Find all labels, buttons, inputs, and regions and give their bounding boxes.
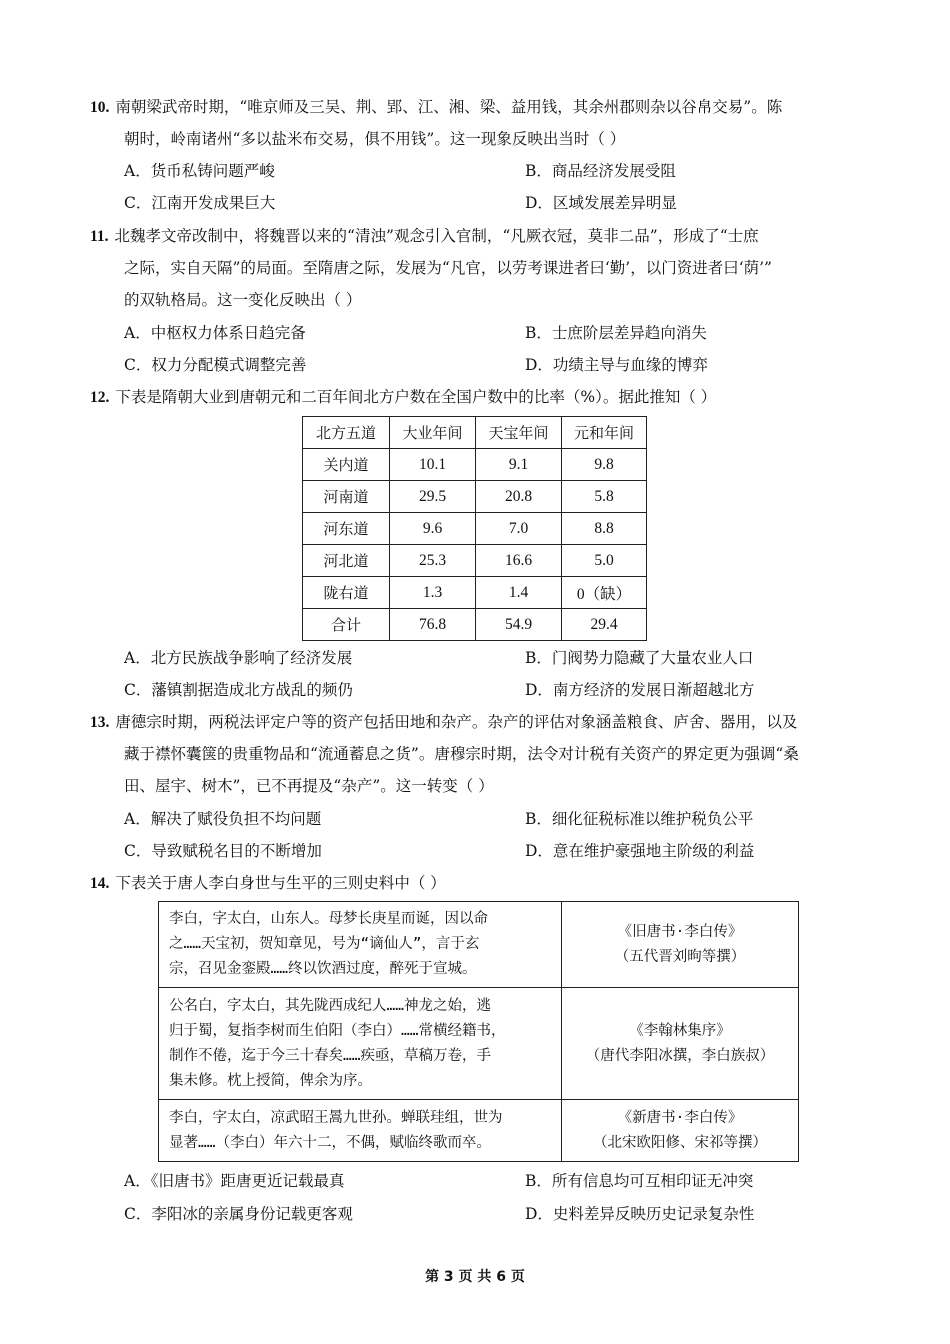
q13-option-c[interactable]: C．导致赋税名目的不断增加 (124, 842, 322, 860)
table-cell: 76.8 (390, 609, 476, 641)
q14-option-c[interactable]: C．李阳冰的亲属身份记载更客观 (124, 1205, 353, 1223)
q11-option-c[interactable]: C．权力分配模式调整完善 (124, 356, 307, 374)
q12-household-table (302, 416, 647, 641)
q12-option-b[interactable]: B．门阀势力隐藏了大量农业人口 (525, 649, 754, 667)
table-row (303, 481, 647, 513)
source-text-cell (159, 902, 562, 988)
text-line: 李白，字太白，凉武昭王暠九世孙。蝉联珪组，世为 (169, 1109, 503, 1126)
source-author: （五代晋刘昫等撰） (614, 948, 746, 965)
table-cell: 合计 (303, 609, 390, 641)
source-text-cell (159, 988, 562, 1100)
q13-stem-line1: 13. 唐德宗时期，两税法评定户等的资产包括田地和杂产。杂产的评估对象涵盖粮食、庐舍、器用，以及 (90, 713, 798, 731)
text-line: 公名白，字太白，其先陇西成纪人……神龙之始，逃 (169, 997, 491, 1014)
table-row (159, 902, 799, 988)
q13-option-d[interactable]: D．意在维护豪强地主阶级的利益 (525, 842, 755, 860)
table-header-row (303, 417, 647, 449)
q10-option-c[interactable]: C．江南开发成果巨大 (124, 194, 276, 212)
text-line: 之……天宝初，贺知章见，号为“谪仙人”，言于玄 (169, 936, 480, 952)
q12-stem-line1: 12. 下表是隋朝大业到唐朝元和二百年间北方户数在全国户数中的比率（%）。据此推知（ ） (90, 388, 717, 406)
q12-option-a[interactable]: A．北方民族战争影响了经济发展 (124, 649, 353, 667)
table-cell: 1.3 (390, 577, 476, 609)
table-row (303, 545, 647, 577)
source-citation-cell (562, 988, 799, 1100)
table-cell: 29.4 (562, 609, 647, 641)
source-title: 《新唐书·李白传》 (617, 1109, 743, 1126)
table-cell: 8.8 (562, 513, 647, 545)
table-cell: 河东道 (303, 513, 390, 545)
q10-option-b[interactable]: B．商品经济发展受阻 (525, 162, 676, 180)
table-header-cell: 北方五道 (303, 417, 390, 449)
q11-stem-line3: 的双轨格局。这一变化反映出（ ） (124, 291, 362, 309)
q11-number: 11. (90, 228, 109, 245)
q14-option-a[interactable]: A．《旧唐书》距唐更近记载最真 (124, 1172, 345, 1190)
table-cell: 5.8 (562, 481, 647, 513)
table-cell: 7.0 (476, 513, 562, 545)
text-line: 显著……（李白）年六十二，不偶，赋临终歌而卒。 (169, 1134, 491, 1151)
q12-option-d[interactable]: D．南方经济的发展日渐超越北方 (525, 681, 755, 699)
table-cell: 河南道 (303, 481, 390, 513)
q12-option-c[interactable]: C．藩镇割据造成北方战乱的频仍 (124, 681, 353, 699)
table-cell: 9.1 (476, 449, 562, 481)
table-row (303, 577, 647, 609)
q13-stem-line3: 田、屋宇、树木”，已不再提及“杂产”。这一转变（ ） (124, 777, 494, 795)
source-citation-cell (562, 902, 799, 988)
q11-option-d[interactable]: D．功绩主导与血缘的博弈 (525, 356, 708, 374)
q13-stem-line2: 藏于襟怀囊箧的贵重物品和“流通蓄息之货”。唐穆宗时期，法令对计税有关资产的界定更为强调“桑 (124, 745, 799, 763)
source-citation-cell (562, 1100, 799, 1162)
source-author: （北宋欧阳修、宋祁等撰） (593, 1134, 767, 1151)
q14-number: 14. (90, 875, 110, 892)
q11-stem-line1: 11. 北魏孝文帝改制中，将魏晋以来的“清浊”观念引入官制，“凡厥衣冠，莫非二品”，形成了“士庶 (90, 227, 759, 245)
source-text-cell (159, 1100, 562, 1162)
table-cell: 10.1 (390, 449, 476, 481)
source-title: 《李翰林集序》 (629, 1022, 731, 1039)
text-line: 集未修。枕上授简，俾余为序。 (169, 1072, 372, 1089)
table-cell: 25.3 (390, 545, 476, 577)
table-row (303, 449, 647, 481)
q13-option-a[interactable]: A．解决了赋役负担不均问题 (124, 810, 322, 828)
page-footer: 第 3 页 共 6 页 (425, 1269, 525, 1285)
source-title: 《旧唐书·李白传》 (617, 923, 743, 940)
q10-option-a[interactable]: A．货币私铸问题严峻 (124, 162, 275, 180)
q14-option-b[interactable]: B．所有信息均可互相印证无冲突 (525, 1172, 754, 1190)
q10-stem-line1: 10. 南朝梁武帝时期，“唯京师及三吴、荆、郢、江、湘、梁、益用钱，其余州郡则杂以谷帛交易”。陈 (90, 98, 783, 116)
text-line: 宗，召见金銮殿……终以饮酒过度，醉死于宣城。 (169, 961, 477, 977)
q10-number: 10. (90, 99, 110, 116)
table-cell: 1.4 (476, 577, 562, 609)
q11-option-b[interactable]: B．士庶阶层差异趋向消失 (525, 324, 707, 342)
text-line: 李白，字太白，山东人。母梦长庚星而诞，因以命 (169, 911, 488, 927)
table-cell: 9.6 (390, 513, 476, 545)
table-cell: 陇右道 (303, 577, 390, 609)
q12-number: 12. (90, 389, 110, 406)
q11-option-a[interactable]: A．中枢权力体系日趋完备 (124, 324, 306, 342)
q14-source-table (158, 901, 799, 1162)
q13-number: 13. (90, 714, 110, 731)
table-row (159, 1100, 799, 1162)
table-cell: 9.8 (562, 449, 647, 481)
q13-option-b[interactable]: B．细化征税标准以维护税负公平 (525, 810, 754, 828)
table-cell: 关内道 (303, 449, 390, 481)
table-header-cell: 天宝年间 (476, 417, 562, 449)
table-cell: 5.0 (562, 545, 647, 577)
source-author: （唐代李阳冰撰，李白族叔） (585, 1047, 775, 1064)
q11-stem-line2: 之际，实自天隔”的局面。至隋唐之际，发展为“凡官，以劳考课进者曰‘勤’，以门资进者曰‘荫’” (124, 259, 772, 277)
table-cell: 0（缺） (562, 577, 647, 609)
table-row (159, 988, 799, 1100)
table-cell: 河北道 (303, 545, 390, 577)
table-row (303, 513, 647, 545)
q10-stem-line2: 朝时，岭南诸州“多以盐米布交易，俱不用钱”。这一现象反映出当时（ ） (124, 130, 626, 148)
q14-stem-line1: 14. 下表关于唐人李白身世与生平的三则史料中（ ） (90, 874, 446, 892)
table-cell: 54.9 (476, 609, 562, 641)
table-row (303, 609, 647, 641)
text-line: 归于蜀，复指李树而生伯阳（李白）……常横经籍书， (169, 1022, 506, 1039)
table-header-cell: 大业年间 (390, 417, 476, 449)
table-cell: 29.5 (390, 481, 476, 513)
q14-option-d[interactable]: D．史料差异反映历史记录复杂性 (525, 1205, 755, 1223)
table-header-cell: 元和年间 (562, 417, 647, 449)
table-cell: 16.6 (476, 545, 562, 577)
text-line: 制作不倦，迄于今三十春矣……疾亟，草稿万卷，手 (169, 1047, 491, 1064)
q10-option-d[interactable]: D．区域发展差异明显 (525, 194, 677, 212)
table-cell: 20.8 (476, 481, 562, 513)
